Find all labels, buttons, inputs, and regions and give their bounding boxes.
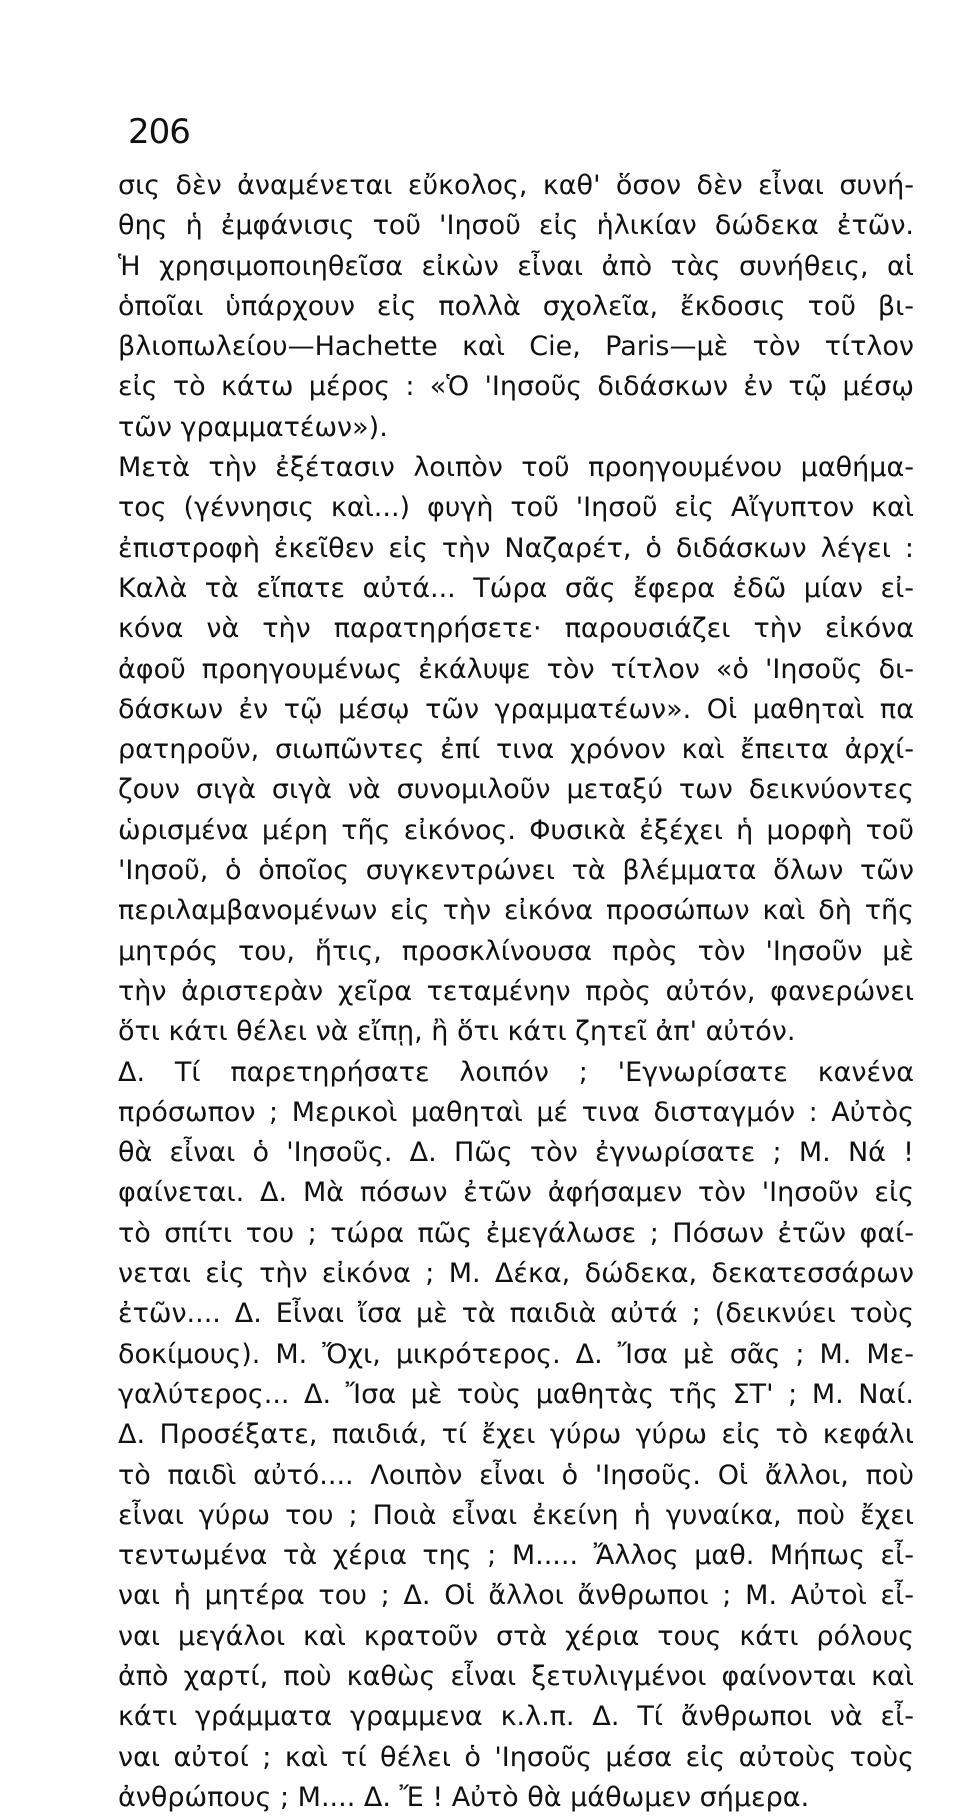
- text-line: ναι μεγάλοι καὶ κρατοῦν στὰ χέρια τους κάτι ρόλους: [118, 1620, 914, 1652]
- text-line: τῶν γραμματέων»).: [118, 411, 388, 443]
- text-line: ἀφοῦ προηγουμένως ἐκάλυψε τὸν τίτλον «ὁ 'Ιησοῦς δι-: [118, 653, 914, 685]
- text-line: τεντωμένα τὰ χέρια της ; Μ..... Ἄλλος μαθ. Μήπως εἶ-: [118, 1540, 914, 1572]
- text-line: θὰ εἶναι ὁ 'Ιησοῦς. Δ. Πῶς τὸν ἐγνωρίσατε ; Μ. Νά !: [118, 1137, 914, 1169]
- text-line: τος (γέννησις καὶ...) φυγὴ τοῦ 'Ιησοῦ εἰς Αἴγυπτον καὶ: [118, 492, 914, 524]
- text-line: ὁποῖαι ὑπάρχουν εἰς πολλὰ σχολεῖα, ἔκδοσις τοῦ βι-: [118, 290, 914, 322]
- text-line: μητρός του, ἥτις, προσκλίνουσα πρὸς τὸν 'Ιησοῦν μὲ: [118, 935, 914, 967]
- text-line: τὸ σπίτι του ; τώρα πῶς ἐμεγάλωσε ; Πόσων ἐτῶν φαί-: [118, 1217, 914, 1249]
- text-line: 'Ιησοῦ, ὁ ὁποῖος συγκεντρώνει τὰ βλέμματα ὅλων τῶν: [118, 855, 914, 887]
- text-line: κόνα νὰ τὴν παρατηρήσετε· παρουσιάζει τὴν εἰκόνα: [118, 613, 914, 645]
- page-number: 206: [128, 112, 190, 152]
- text-line: γαλύτερος... Δ. Ἴσα μὲ τοὺς μαθητὰς τῆς ΣΤ' ; Μ. Ναί.: [118, 1378, 914, 1410]
- text-line: περιλαμβανομένων εἰς τὴν εἰκόνα προσώπων καὶ δὴ τῆς: [118, 895, 914, 927]
- text-line: τὴν ἀριστερὰν χεῖρα τεταμένην πρὸς αὐτόν, φανερώνει: [118, 975, 914, 1007]
- text-line: ἀπὸ χαρτί, ποὺ καθὼς εἶναι ξετυλιγμένοι φαίνονται καὶ: [118, 1660, 914, 1692]
- text-line: ἐτῶν.... Δ. Εἶναι ἴσα μὲ τὰ παιδιὰ αὐτά ; (δεικνύει τοὺς: [118, 1298, 914, 1330]
- text-line: ἀνθρώπους ; Μ.... Δ. Ἔ ! Αὐτὸ θὰ μάθωμεν σήμερα.: [118, 1781, 810, 1813]
- text-line: φαίνεται. Δ. Μὰ πόσων ἐτῶν ἀφήσαμεν τὸν 'Ιησοῦν εἰς: [118, 1177, 914, 1209]
- text-line: Δ. Τί παρετηρήσατε λοιπόν ; 'Εγνωρίσατε κανένα: [118, 1056, 914, 1088]
- text-line: ναι ἡ μητέρα του ; Δ. Οἱ ἄλλοι ἄνθρωποι ; Μ. Αὐτοὶ εἶ-: [118, 1580, 914, 1612]
- text-line: τὸ παιδὶ αὐτό.... Λοιπὸν εἶναι ὁ 'Ιησοῦς. Οἱ ἄλλοι, ποὺ: [118, 1459, 914, 1491]
- text-line: πρόσωπον ; Μερικοὶ μαθηταὶ μέ τινα δισταγμόν : Αὐτὸς: [118, 1096, 914, 1128]
- text-line: Ἡ χρησιμοποιηθεῖσα εἰκὼν εἶναι ἀπὸ τὰς συνήθεις, αἱ: [118, 250, 914, 282]
- text-line: Μετὰ τὴν ἐξέτασιν λοιπὸν τοῦ προηγουμένου μαθήμα-: [118, 452, 914, 484]
- text-line: θης ἡ ἐμφάνισις τοῦ 'Ιησοῦ εἰς ἡλικίαν δώδεκα ἐτῶν.: [118, 210, 914, 242]
- text-line: ὅτι κάτι θέλει νὰ εἴπῃ, ἢ ὅτι κάτι ζητεῖ ἀπ' αὐτόν.: [118, 1016, 796, 1048]
- text-line: Δ. Προσέξατε, παιδιά, τί ἔχει γύρω γύρω εἰς τὸ κεφάλι: [118, 1419, 914, 1451]
- text-line: δοκίμους). Μ. Ὄχι, μικρότερος. Δ. Ἴσα μὲ σᾶς ; Μ. Με-: [118, 1338, 914, 1370]
- text-line: ρατηροῦν, σιωπῶντες ἐπί τινα χρόνον καὶ ἔπειτα ἀρχί-: [118, 734, 914, 766]
- text-line: ναι αὐτοί ; καὶ τί θέλει ὁ 'Ιησοῦς μέσα εἰς αὐτοὺς τοὺς: [118, 1741, 914, 1773]
- body-text: [118, 166, 914, 1818]
- text-line: ὡρισμένα μέρη τῆς εἰκόνος. Φυσικὰ ἐξέχει ἡ μορφὴ τοῦ: [118, 814, 914, 846]
- text-line: ζουν σιγὰ σιγὰ νὰ συνομιλοῦν μεταξύ των δεικνύοντες: [118, 774, 914, 806]
- text-line: εἰς τὸ κάτω μέρος : «Ὁ 'Ιησοῦς διδάσκων ἐν τῷ μέσῳ: [118, 371, 914, 403]
- text-line: νεται εἰς τὴν εἰκόνα ; Μ. Δέκα, δώδεκα, δεκατεσσάρων: [118, 1258, 914, 1290]
- text-line: κάτι γράμματα γραμμενα κ.λ.π. Δ. Τί ἄνθρωποι νὰ εἶ-: [118, 1701, 914, 1733]
- text-line: δάσκων ἐν τῷ μέσῳ τῶν γραμματέων». Οἱ μαθηταὶ πα: [118, 693, 914, 725]
- text-line: Καλὰ τὰ εἴπατε αὐτά... Τώρα σᾶς ἔφερα ἐδῶ μίαν εἰ-: [118, 572, 914, 604]
- text-line: ἐπιστροφὴ ἐκεῖθεν εἰς τὴν Ναζαρέτ, ὁ διδάσκων λέγει :: [118, 532, 914, 564]
- text-line: βλιοπωλείου—Hachette καὶ Cie, Paris—μὲ τὸν τίτλον: [118, 331, 914, 363]
- text-line: εἶναι γύρω του ; Ποιὰ εἶναι ἐκείνη ἡ γυναίκα, ποὺ ἔχει: [118, 1499, 914, 1531]
- text-line: σις δὲν ἀναμένεται εὔκολος, καθ' ὅσον δὲν εἶναι συνή-: [118, 170, 914, 201]
